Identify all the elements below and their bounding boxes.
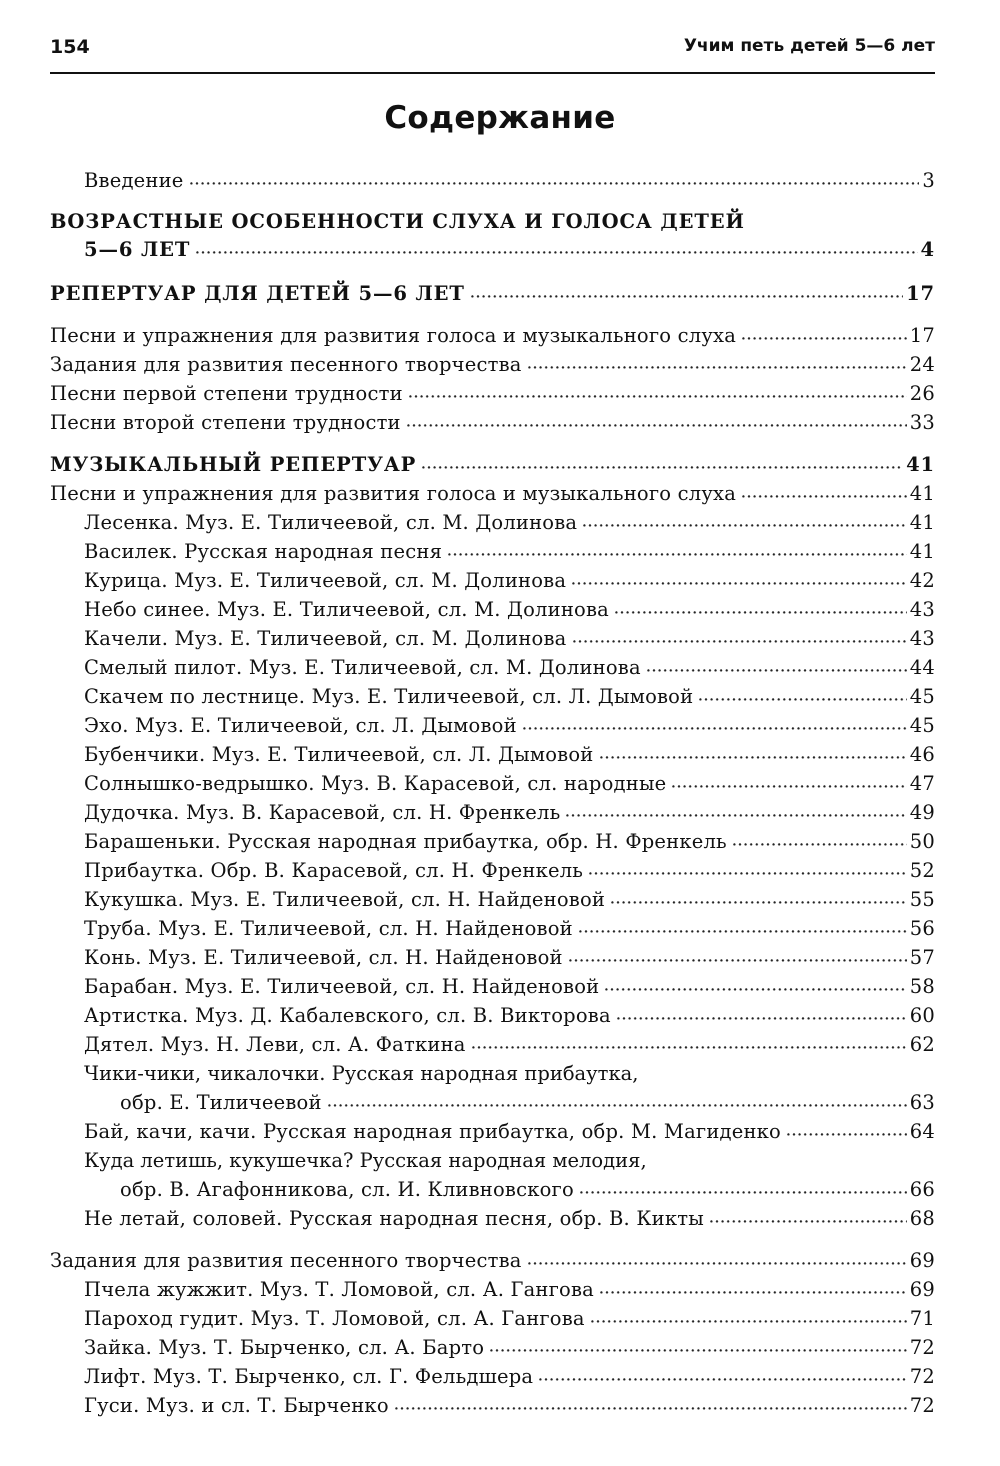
dot-leader <box>407 422 907 428</box>
dot-leader <box>523 725 907 731</box>
toc-entry[interactable] <box>84 828 935 856</box>
toc-entry-page: 4 <box>920 238 935 261</box>
dot-leader <box>710 1218 907 1224</box>
toc-entry-page: 71 <box>909 1307 935 1330</box>
toc-entry[interactable] <box>84 509 935 537</box>
toc-entry-title: Эхо. Муз. Е. Тиличеевой, сл. Л. Дымовой <box>84 714 517 737</box>
toc-entry[interactable] <box>84 1392 935 1420</box>
toc-entry-title: Солнышко-ведрышко. Муз. В. Карасевой, сл. народные <box>84 772 667 795</box>
toc-entry-page: 46 <box>909 743 935 766</box>
dot-leader <box>566 812 906 818</box>
toc-entry[interactable] <box>120 1176 935 1204</box>
dot-leader <box>539 1376 907 1382</box>
dot-leader <box>572 580 907 586</box>
toc-entry[interactable] <box>84 770 935 798</box>
toc-entry-title: Пароход гудит. Муз. Т. Ломовой, сл. А. Гангова <box>84 1307 585 1330</box>
toc-entry-title: Введение <box>84 169 184 192</box>
toc-entry[interactable] <box>84 1205 935 1233</box>
dot-leader <box>583 522 907 528</box>
toc-entry[interactable] <box>84 625 935 653</box>
toc-entry[interactable] <box>84 1031 935 1059</box>
toc-entry[interactable] <box>84 567 935 595</box>
toc-entry-page: 50 <box>909 830 935 853</box>
toc-entry-title: Василек. Русская народная песня <box>84 540 443 563</box>
toc-entry-title: Труба. Муз. Е. Тиличеевой, сл. Н. Найденовой <box>84 917 573 940</box>
dot-leader <box>196 249 917 255</box>
dot-leader <box>409 393 907 399</box>
dot-leader <box>742 335 907 341</box>
toc-entry[interactable] <box>84 1305 935 1333</box>
toc-entry[interactable] <box>84 857 935 885</box>
toc-entry-page: 62 <box>909 1033 935 1056</box>
toc-entry-title: Песни и упражнения для развития голоса и музыкального слуха <box>50 482 737 505</box>
dot-leader <box>672 783 906 789</box>
toc-entry[interactable] <box>84 596 935 624</box>
toc-entry-title: РЕПЕРТУАР ДЛЯ ДЕТЕЙ 5—6 ЛЕТ <box>50 282 465 305</box>
toc-entry-page: 43 <box>909 627 935 650</box>
toc-entry[interactable] <box>84 1276 935 1304</box>
toc-entry-title: Задания для развития песенного творчества <box>50 1249 522 1272</box>
toc-entry-page: 69 <box>909 1249 935 1272</box>
toc-entry-title: Небо синее. Муз. Е. Тиличеевой, сл. М. Долинова <box>84 598 609 621</box>
dot-leader <box>395 1405 907 1411</box>
toc-entry-page: 72 <box>909 1336 935 1359</box>
toc-entry-page: 17 <box>906 282 935 305</box>
dot-leader <box>611 899 907 905</box>
book-title: Учим петь детей 5—6 лет <box>683 36 935 56</box>
dot-leader <box>579 928 907 934</box>
dot-leader <box>605 986 906 992</box>
toc-entry[interactable] <box>50 451 935 479</box>
toc-entry-title: Кукушка. Муз. Е. Тиличеевой, сл. Н. Найденовой <box>84 888 606 911</box>
toc-entry-title: Курица. Муз. Е. Тиличеевой, сл. М. Долинова <box>84 569 567 592</box>
toc-entry[interactable] <box>84 973 935 1001</box>
toc-entry[interactable] <box>84 944 935 972</box>
dot-leader <box>787 1131 907 1137</box>
dot-leader <box>742 493 907 499</box>
toc-entry-page: 58 <box>909 975 935 998</box>
toc-entry-page: 47 <box>909 772 935 795</box>
toc-entry-page: 45 <box>909 714 935 737</box>
toc-entry[interactable] <box>84 915 935 943</box>
toc-entry[interactable] <box>84 712 935 740</box>
toc-entry-title: Конь. Муз. Е. Тиличеевой, сл. Н. Найденовой <box>84 946 563 969</box>
toc-entry[interactable] <box>84 741 935 769</box>
toc-entry-title: Барабан. Муз. Е. Тиличеевой, сл. Н. Найденовой <box>84 975 600 998</box>
toc-entry-page: 49 <box>909 801 935 824</box>
toc-entry[interactable] <box>84 236 935 264</box>
toc-entry-title: Бубенчики. Муз. Е. Тиличеевой, сл. Л. Дымовой <box>84 743 594 766</box>
toc-entry[interactable] <box>50 351 935 379</box>
toc-entry[interactable] <box>120 1089 935 1117</box>
dot-leader <box>472 1044 907 1050</box>
dot-leader <box>580 1189 907 1195</box>
running-header <box>50 36 935 74</box>
toc-entry-page: 41 <box>909 540 935 563</box>
toc-entry-page: 45 <box>909 685 935 708</box>
toc-entry-page: 41 <box>909 482 935 505</box>
toc-entry[interactable] <box>50 1247 935 1275</box>
toc-entry[interactable] <box>84 654 935 682</box>
dot-leader <box>528 1260 907 1266</box>
toc-entry-title: Пчела жужжит. Муз. Т. Ломовой, сл. А. Гангова <box>84 1278 594 1301</box>
toc-entry[interactable] <box>50 409 935 437</box>
toc-entry[interactable] <box>84 167 935 195</box>
toc-entry-page: 3 <box>922 169 935 192</box>
toc-entry[interactable] <box>84 799 935 827</box>
toc-entry-page: 43 <box>909 598 935 621</box>
toc-entry-page: 41 <box>909 511 935 534</box>
toc-entry-title: Песни второй степени трудности <box>50 411 401 434</box>
toc-entry-title-continued: обр. В. Агафонникова, сл. И. Кливновского <box>120 1178 574 1201</box>
toc-entry-title-continued: 5—6 ЛЕТ <box>84 238 191 261</box>
toc-entry-title: Песни и упражнения для развития голоса и музыкального слуха <box>50 324 737 347</box>
dot-leader <box>615 609 907 615</box>
toc-entry-title: Зайка. Муз. Т. Бырченко, сл. А. Барто <box>84 1336 485 1359</box>
toc-entry[interactable] <box>84 1363 935 1391</box>
dot-leader <box>647 667 907 673</box>
toc-entry-title: Бай, качи, качи. Русская народная прибаутка, обр. М. Магиденко <box>84 1120 781 1143</box>
toc-entry-page: 57 <box>909 946 935 969</box>
page-number: 154 <box>50 36 90 58</box>
toc-entry-title: Задания для развития песенного творчества <box>50 353 522 376</box>
toc-entry-title: Прибаутка. Обр. В. Карасевой, сл. Н. Френкель <box>84 859 584 882</box>
dot-leader <box>328 1102 907 1108</box>
toc-entry[interactable] <box>50 280 935 308</box>
toc-entry[interactable] <box>84 1118 935 1146</box>
dot-leader <box>699 696 906 702</box>
toc-entry-title: Лесенка. Муз. Е. Тиличеевой, сл. М. Долинова <box>84 511 578 534</box>
dot-leader <box>471 293 903 299</box>
dot-leader <box>490 1347 907 1353</box>
toc-entry-page: 55 <box>909 888 935 911</box>
dot-leader <box>528 364 907 370</box>
toc-entry-page: 68 <box>909 1207 935 1230</box>
toc-entry[interactable] <box>50 380 935 408</box>
toc-entry-page: 41 <box>906 453 935 476</box>
toc-entry[interactable] <box>50 480 935 508</box>
dot-leader <box>600 1289 907 1295</box>
toc-entry-title: Дудочка. Муз. В. Карасевой, сл. Н. Френкель <box>84 801 561 824</box>
toc-entry-page: 69 <box>909 1278 935 1301</box>
toc-entry-title-continued: обр. Е. Тиличеевой <box>120 1091 322 1114</box>
toc-entry-page: 72 <box>909 1394 935 1417</box>
toc-entry[interactable] <box>84 886 935 914</box>
dot-leader <box>733 841 907 847</box>
toc-entry-title: ВОЗРАСТНЫЕ ОСОБЕННОСТИ СЛУХА И ГОЛОСА ДЕТЕЙ <box>50 210 745 233</box>
toc-entry-page: 72 <box>909 1365 935 1388</box>
toc-entry-page: 52 <box>909 859 935 882</box>
toc-entry-page: 33 <box>909 411 935 434</box>
toc-entry[interactable] <box>84 1334 935 1362</box>
toc-entry-page: 24 <box>909 353 935 376</box>
toc-entry-page: 17 <box>909 324 935 347</box>
dot-leader <box>600 754 907 760</box>
toc-entry-title: Куда летишь, кукушечка? Русская народная мелодия, <box>84 1149 647 1172</box>
toc-entry-title: Дятел. Муз. Н. Леви, сл. А. Фаткина <box>84 1033 466 1056</box>
dot-leader <box>617 1015 907 1021</box>
toc-title: Содержание <box>384 100 616 136</box>
toc-entry-page: 44 <box>909 656 935 679</box>
dot-leader <box>569 957 907 963</box>
toc-entry-title: Песни первой степени трудности <box>50 382 403 405</box>
toc-entry-title: Гуси. Муз. и сл. Т. Бырченко <box>84 1394 389 1417</box>
toc-entry-title: Скачем по лестнице. Муз. Е. Тиличеевой, сл. Л. Дымовой <box>84 685 694 708</box>
toc-entry-page: 63 <box>909 1091 935 1114</box>
dot-leader <box>448 551 907 557</box>
toc-entry-title: МУЗЫКАЛЬНЫЙ РЕПЕРТУАР <box>50 453 417 476</box>
toc-entry-page: 26 <box>909 382 935 405</box>
dot-leader <box>573 638 907 644</box>
toc-entry[interactable] <box>50 322 935 350</box>
toc-entry-page: 56 <box>909 917 935 940</box>
dot-leader <box>589 870 907 876</box>
toc-entry-page: 64 <box>909 1120 935 1143</box>
toc-entry-title: Барашеньки. Русская народная прибаутка, обр. Н. Френкель <box>84 830 727 853</box>
toc-entry[interactable] <box>84 683 935 711</box>
toc-entry-page: 42 <box>909 569 935 592</box>
toc-entry-page: 60 <box>909 1004 935 1027</box>
dot-leader <box>190 180 920 186</box>
toc-entry-title: Лифт. Муз. Т. Бырченко, сл. Г. Фельдшера <box>84 1365 534 1388</box>
toc-entry-title: Не летай, соловей. Русская народная песня, обр. В. Кикты <box>84 1207 704 1230</box>
toc-entry-title: Качели. Муз. Е. Тиличеевой, сл. М. Долинова <box>84 627 567 650</box>
dot-leader <box>422 464 903 470</box>
toc-entry-title: Артистка. Муз. Д. Кабалевского, сл. В. Викторова <box>84 1004 611 1027</box>
toc-entry-title: Смелый пилот. Муз. Е. Тиличеевой, сл. М. Долинова <box>84 656 641 679</box>
toc-entry[interactable] <box>84 538 935 566</box>
toc-entry-page: 66 <box>909 1178 935 1201</box>
toc-entry[interactable] <box>84 1002 935 1030</box>
toc-entry-title: Чики-чики, чикалочки. Русская народная прибаутка, <box>84 1062 639 1085</box>
dot-leader <box>591 1318 907 1324</box>
